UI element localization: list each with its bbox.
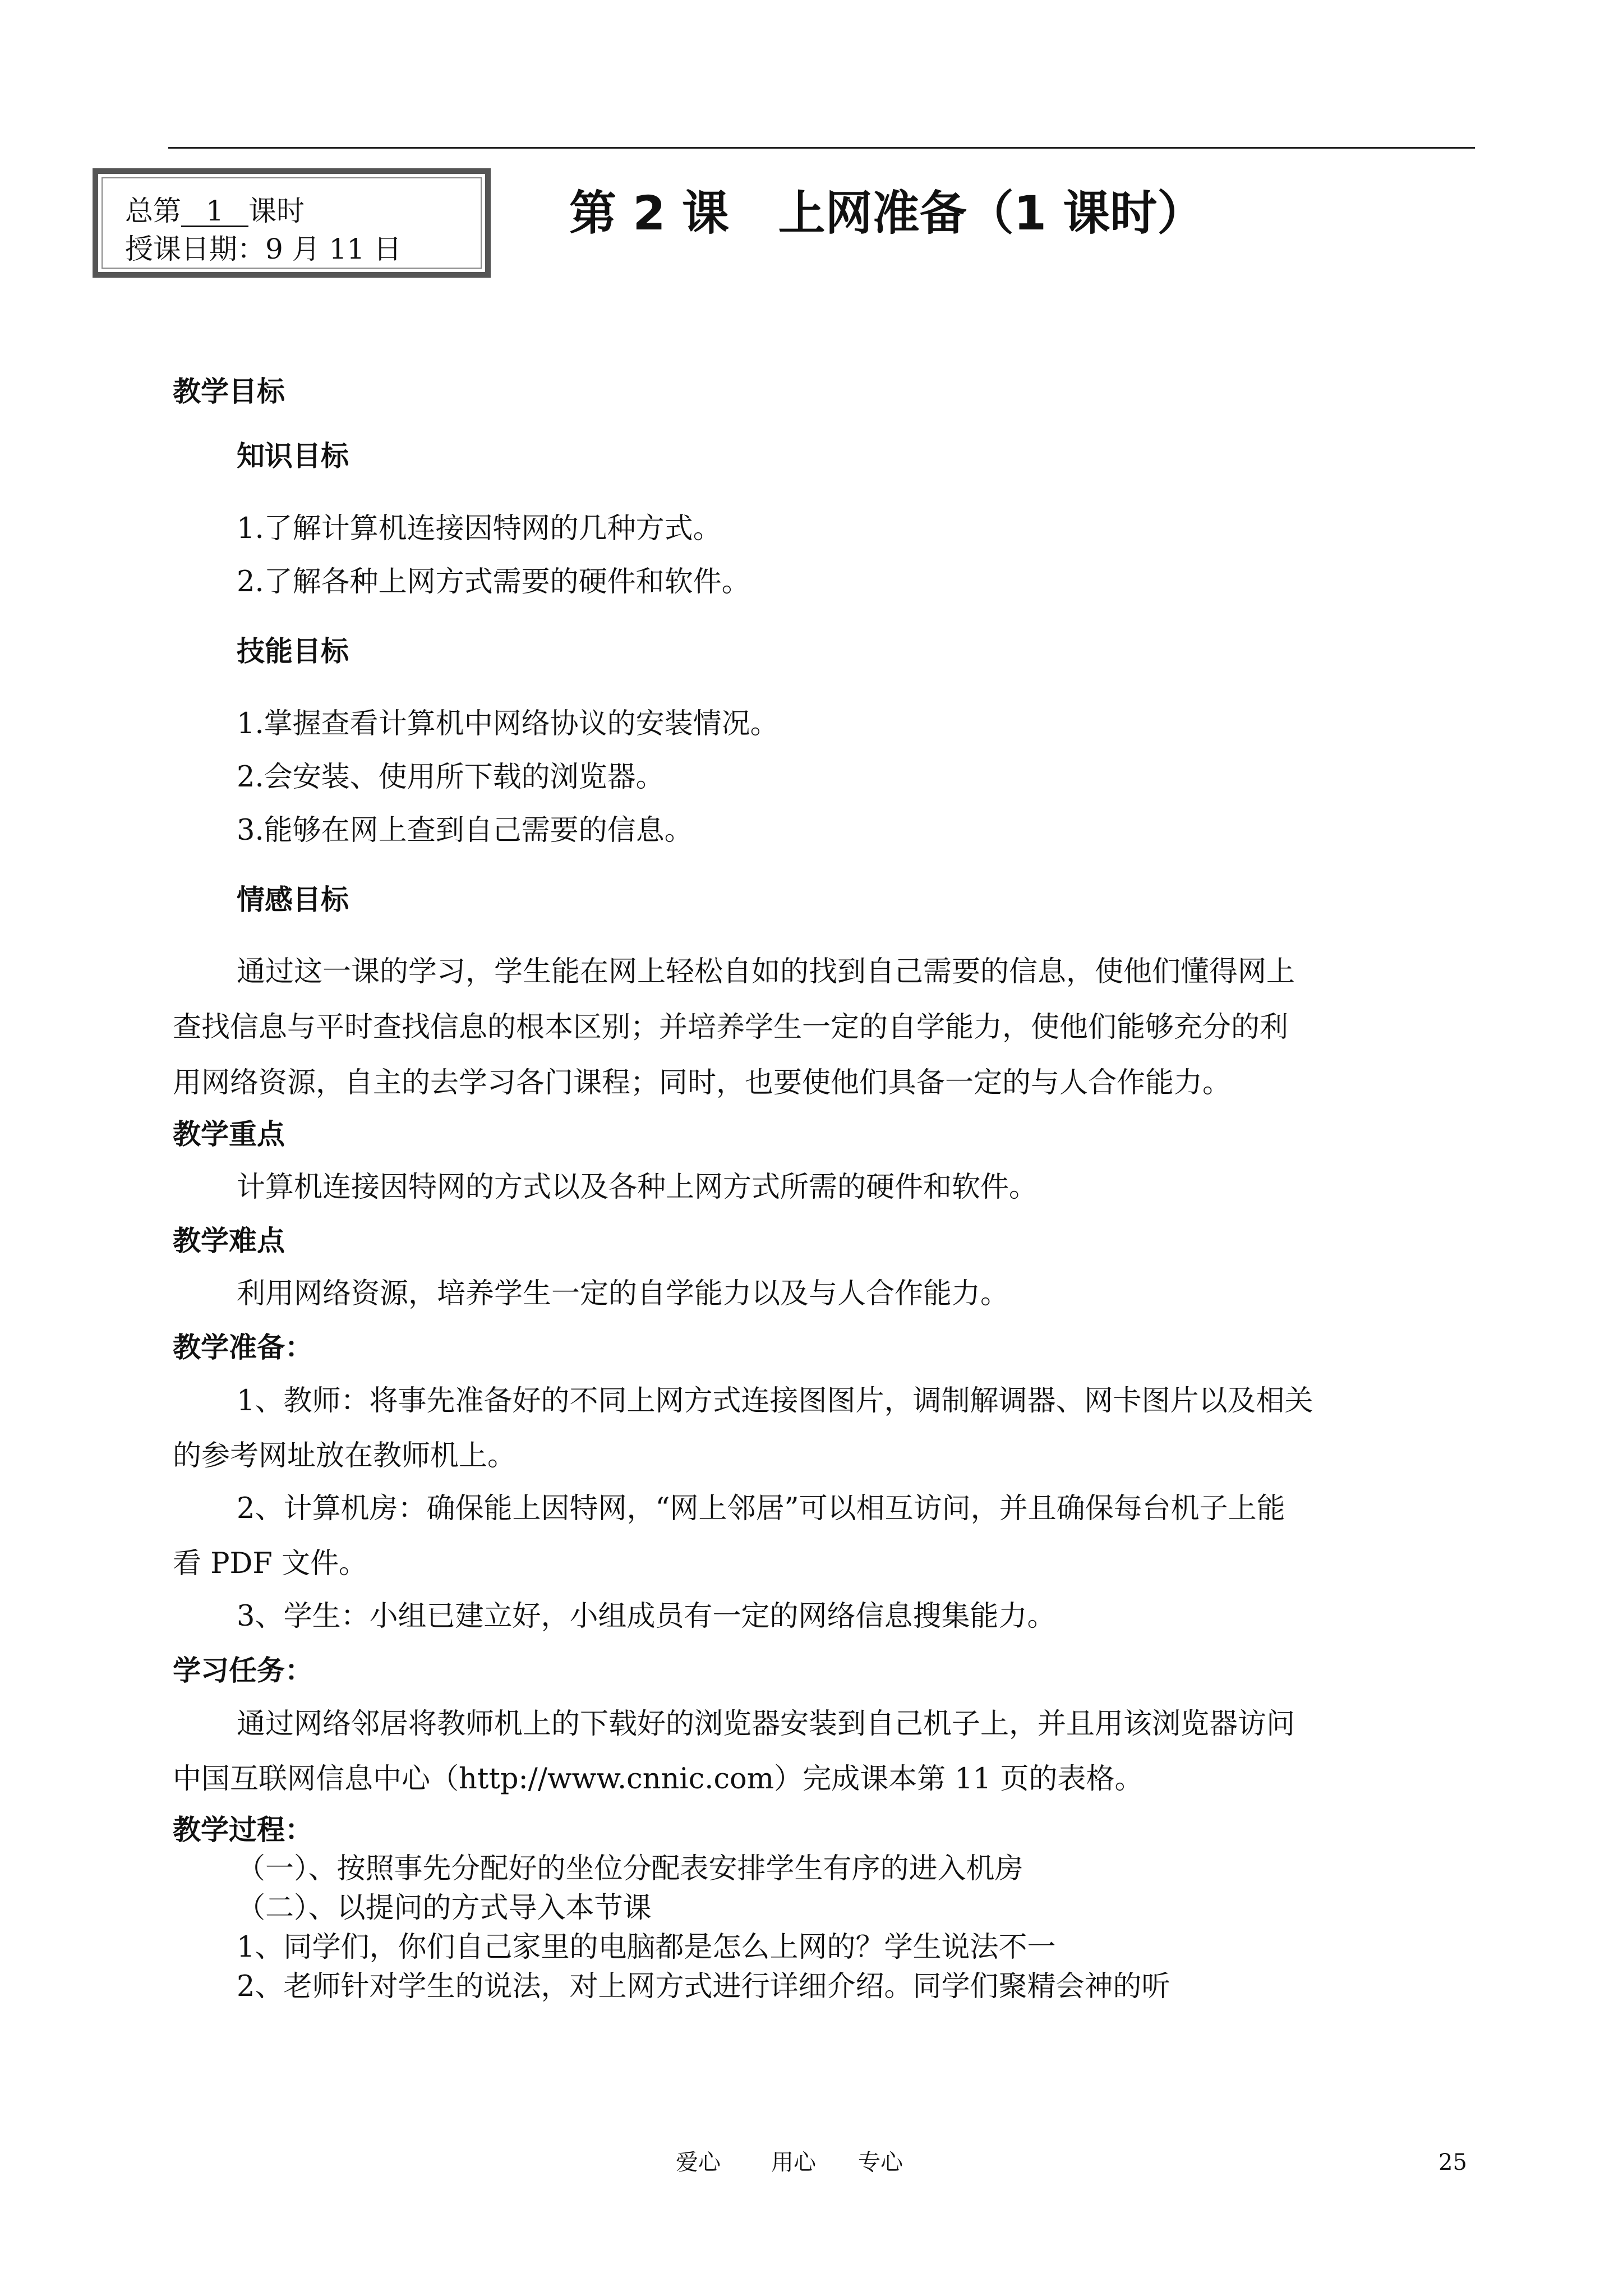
preparation-heading: 教学准备： bbox=[173, 1331, 313, 1364]
preparation-item-line: 看 PDF 文件。 bbox=[173, 1547, 368, 1580]
objectives-heading: 教学目标 bbox=[173, 375, 285, 408]
key-points-heading: 教学重点 bbox=[173, 1118, 285, 1151]
difficulties-heading: 教学难点 bbox=[173, 1225, 285, 1257]
footer-motto-focus: 专心 bbox=[858, 2150, 903, 2175]
skill-item: 2.会安装、使用所下载的浏览器。 bbox=[237, 761, 665, 794]
footer-motto-love: 爱心 bbox=[676, 2150, 721, 2175]
lesson-count-suffix: 课时 bbox=[248, 195, 305, 227]
task-heading: 学习任务： bbox=[173, 1654, 313, 1687]
title-lesson-number: 第 2 课 bbox=[569, 186, 729, 241]
task-text-line: 中国互联网信息中心（http://www.cnnic.com）完成课本第 11 页的表格。 bbox=[173, 1763, 1144, 1796]
skill-objectives-heading: 技能目标 bbox=[237, 635, 349, 668]
key-points-text: 计算机连接因特网的方式以及各种上网方式所需的硬件和软件。 bbox=[237, 1171, 1038, 1204]
lesson-date-value: 9 月 11 日 bbox=[265, 233, 402, 265]
process-step: 2、老师针对学生的说法，对上网方式进行详细介绍。同学们聚精会神的听 bbox=[237, 1970, 1170, 2003]
preparation-item-line: 1、教师：将事先准备好的不同上网方式连接图图片，调制解调器、网卡图片以及相关 bbox=[237, 1384, 1313, 1418]
process-step: 1、同学们，你们自己家里的电脑都是怎么上网的？学生说法不一 bbox=[237, 1931, 1056, 1964]
page-number: 25 bbox=[1438, 2150, 1467, 2175]
process-heading: 教学过程： bbox=[173, 1814, 313, 1846]
preparation-item-line: 的参考网址放在教师机上。 bbox=[173, 1439, 517, 1473]
knowledge-item: 1.了解计算机连接因特网的几种方式。 bbox=[237, 512, 722, 545]
process-step: （一）、按照事先分配好的坐位分配表安排学生有序的进入机房 bbox=[237, 1852, 1023, 1885]
lesson-info-box bbox=[93, 168, 491, 278]
emotion-paragraph-line: 用网络资源，自主的去学习各门课程；同时，也要使他们具备一定的与人合作能力。 bbox=[173, 1066, 1232, 1099]
lesson-count-line bbox=[125, 194, 305, 228]
process-step: （二）、以提问的方式导入本节课 bbox=[237, 1892, 652, 1925]
footer-motto-care: 用心 bbox=[771, 2150, 816, 2175]
lesson-count-number: 1 bbox=[181, 196, 248, 227]
lesson-count-prefix: 总第 bbox=[125, 195, 181, 227]
page-title bbox=[569, 185, 1204, 241]
lesson-date-line bbox=[125, 232, 402, 266]
header-rule bbox=[168, 147, 1475, 149]
skill-item: 3.能够在网上查到自己需要的信息。 bbox=[237, 814, 693, 847]
lesson-date-label: 授课日期： bbox=[125, 233, 265, 265]
difficulties-text: 利用网络资源，培养学生一定的自学能力以及与人合作能力。 bbox=[237, 1277, 1009, 1310]
preparation-item-line: 3、学生：小组已建立好，小组成员有一定的网络信息搜集能力。 bbox=[237, 1600, 1056, 1633]
preparation-item-line: 2、计算机房：确保能上因特网，“网上邻居”可以相互访问，并且确保每台机子上能 bbox=[237, 1492, 1285, 1525]
title-text: 上网准备（1 课时） bbox=[778, 186, 1205, 241]
emotion-objectives-heading: 情感目标 bbox=[237, 884, 349, 916]
task-text-line: 通过网络邻居将教师机上的下载好的浏览器安装到自己机子上，并且用该浏览器访问 bbox=[237, 1708, 1295, 1741]
knowledge-item: 2.了解各种上网方式需要的硬件和软件。 bbox=[237, 565, 750, 599]
emotion-paragraph-line: 通过这一课的学习，学生能在网上轻松自如的找到自己需要的信息，使他们懂得网上 bbox=[237, 955, 1295, 988]
knowledge-objectives-heading: 知识目标 bbox=[237, 440, 349, 472]
emotion-paragraph-line: 查找信息与平时查找信息的根本区别；并培养学生一定的自学能力，使他们能够充分的利 bbox=[173, 1011, 1289, 1044]
skill-item: 1.掌握查看计算机中网络协议的安装情况。 bbox=[237, 707, 779, 740]
